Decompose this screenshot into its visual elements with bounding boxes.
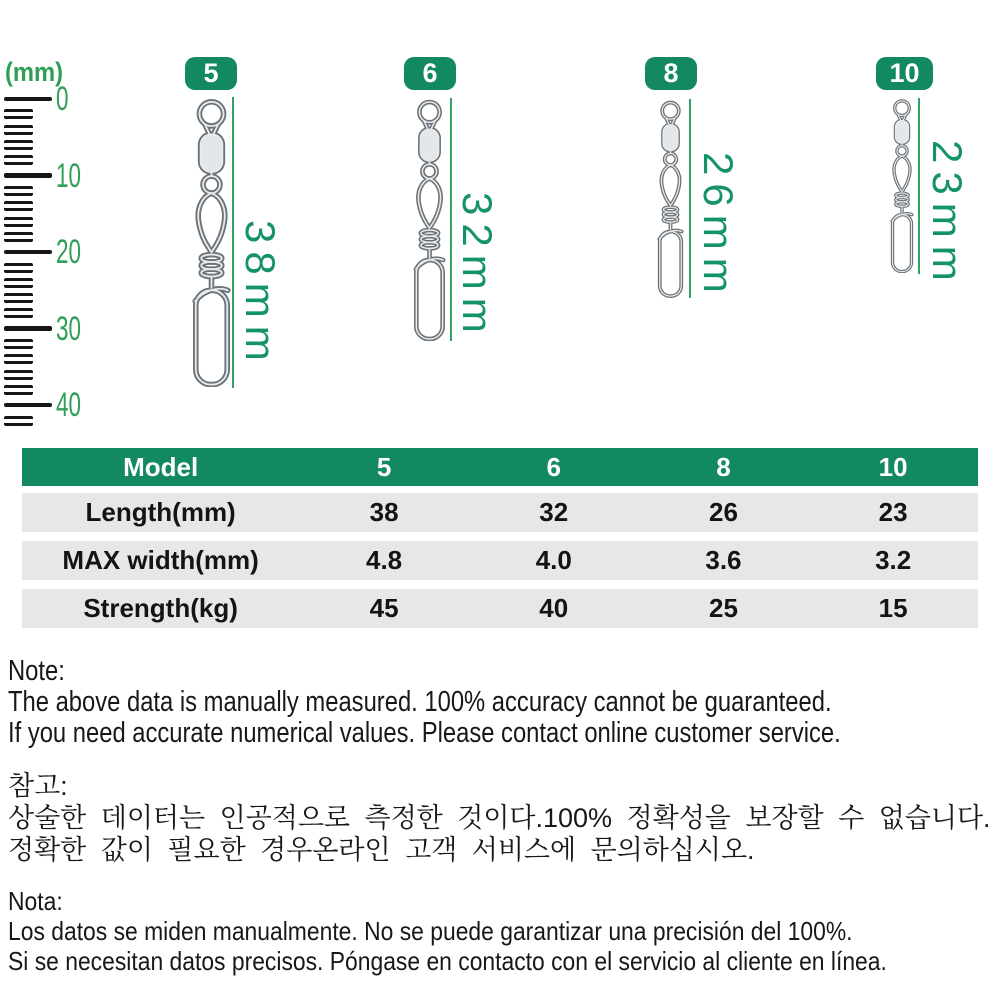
ruler-minor-tick	[4, 354, 33, 364]
size-badge-6: 6	[404, 57, 456, 90]
size-badge-5: 5	[185, 57, 237, 90]
measure-line-6	[450, 98, 452, 341]
ruler-minor-tick	[4, 339, 33, 349]
ruler-number-30: 30	[56, 310, 81, 348]
row-label: Length(mm)	[85, 497, 236, 527]
note-english-line-1: The above data is manually measured. 100% accuracy cannot be guaranteed.	[8, 686, 832, 718]
cell-value: 23	[878, 497, 908, 527]
ruler-number-40: 40	[56, 386, 81, 424]
ruler-minor-tick	[4, 263, 33, 273]
ruler-number-0: 0	[56, 80, 69, 118]
note-spanish-title: Nota:	[8, 886, 63, 916]
ruler-major-tick	[4, 97, 52, 102]
ruler-minor-tick	[4, 370, 33, 380]
ruler-minor-tick	[4, 186, 33, 196]
swivel-illustration-8	[649, 99, 692, 298]
ruler-minor-tick	[4, 140, 33, 150]
cell-value: 45	[369, 593, 399, 623]
cell-value: 38	[369, 497, 399, 527]
ruler-minor-tick	[4, 125, 33, 135]
length-label-8: 26mm	[695, 152, 742, 301]
ruler-number-20: 20	[56, 233, 81, 271]
note-korean	[8, 770, 991, 866]
cell-value: 3.6	[705, 545, 742, 575]
ruler-major-tick	[4, 326, 52, 331]
row-label: MAX width(mm)	[62, 545, 259, 575]
note-spanish-line-2: Si se necesitan datos precisos. Póngase en contacto con el servicio al cliente en línea.	[8, 946, 887, 976]
ruler-major-tick	[4, 173, 52, 178]
note-korean-title: 참고:	[8, 771, 68, 801]
note-korean-line-1: 상술한 데이터는 인공적으로 측정한 것이다.100% 정확성을 보장할 수 없습니다.	[8, 803, 991, 833]
table-row-strength	[22, 589, 978, 628]
measure-line-10	[918, 98, 920, 274]
table-row-max-width	[22, 541, 978, 580]
ruler-unit-label: (mm)	[5, 57, 64, 87]
ruler-minor-tick	[4, 201, 33, 211]
cell-value: 15	[878, 593, 908, 623]
swivel-illustration-6	[403, 98, 456, 341]
measure-line-8	[689, 99, 691, 298]
ruler-minor-tick	[4, 385, 33, 395]
cell-value: 4.0	[535, 545, 572, 575]
ruler-number-10: 10	[56, 157, 81, 195]
length-label-5: 38mm	[237, 220, 284, 369]
measure-line-5	[232, 97, 234, 388]
cell-value: 32	[539, 497, 569, 527]
header-size-6: 6	[546, 452, 561, 482]
cell-value: 3.2	[875, 545, 912, 575]
cell-value: 4.8	[366, 545, 403, 575]
table-header-row	[22, 448, 978, 486]
size-badge-8: 8	[645, 57, 697, 90]
size-badge-10: 10	[876, 57, 933, 90]
ruler-minor-tick	[4, 232, 33, 242]
ruler-minor-tick	[4, 293, 33, 303]
note-spanish-line-1: Los datos se miden manualmente. No se puede garantizar una precisión del 100%.	[8, 916, 853, 946]
cell-value: 26	[708, 497, 738, 527]
swivel-illustration-10	[883, 98, 921, 273]
table-row-length	[22, 493, 978, 532]
ruler-minor-tick	[4, 416, 33, 426]
ruler-minor-tick	[4, 155, 33, 165]
header-size-8: 8	[716, 452, 731, 482]
note-korean-line-2: 정확한 값이 필요한 경우온라인 고객 서비스에 문의하십시오.	[8, 835, 755, 865]
note-english	[8, 656, 841, 749]
ruler-minor-tick	[4, 308, 33, 318]
ruler-minor-tick	[4, 109, 33, 119]
length-label-6: 32mm	[454, 192, 501, 341]
ruler-minor-tick	[4, 278, 33, 288]
note-english-line-2: If you need accurate numerical values. Please contact online customer service.	[8, 717, 841, 749]
header-size-10: 10	[878, 452, 908, 482]
cell-value: 40	[539, 593, 569, 623]
ruler-major-tick	[4, 403, 52, 408]
header-model: Model	[123, 452, 199, 482]
ruler-major-tick	[4, 250, 52, 255]
length-label-10: 23mm	[924, 140, 971, 289]
cell-value: 25	[708, 593, 738, 623]
note-spanish	[8, 886, 887, 976]
row-label: Strength(kg)	[83, 593, 238, 623]
note-english-title: Note:	[8, 655, 65, 687]
ruler-minor-tick	[4, 217, 33, 227]
header-size-5: 5	[376, 452, 392, 482]
spec-table	[22, 448, 978, 637]
